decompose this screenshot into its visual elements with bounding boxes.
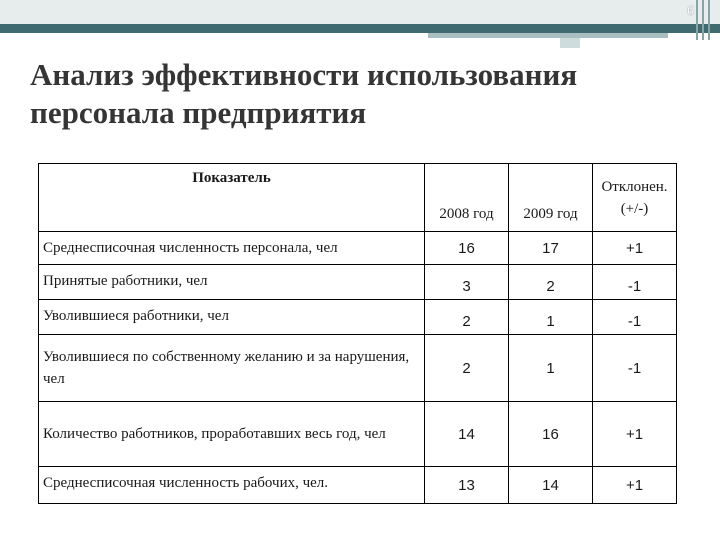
row-indicator: Среднесписочная численность рабочих, чел. <box>39 467 425 504</box>
row-indicator: Уволившиеся по собственному желанию и за нарушения, чел <box>39 335 425 402</box>
table-row <box>39 335 677 402</box>
row-2008-value: 2 <box>425 335 509 402</box>
row-2009-value: 1 <box>509 335 593 402</box>
row-deviation-value: +1 <box>593 402 677 467</box>
row-deviation-value: -1 <box>593 300 677 335</box>
row-indicator: Количество работников, проработавших весь год, чел <box>39 402 425 467</box>
table-row <box>39 402 677 467</box>
slide-title: Анализ эффективности использования персонала предприятия <box>30 57 578 130</box>
row-2009-value: 17 <box>509 232 593 265</box>
row-indicator: Уволившиеся работники, чел <box>39 300 425 335</box>
table-row <box>39 232 677 265</box>
row-2009-value: 14 <box>509 467 593 504</box>
row-2008-value: 14 <box>425 402 509 467</box>
row-2008-value: 2 <box>425 300 509 335</box>
top-decoration-band <box>0 24 720 33</box>
row-2009-value: 2 <box>509 265 593 300</box>
corner-decoration <box>694 0 720 40</box>
header-2008: 2008 год <box>425 164 509 232</box>
row-deviation-value: +1 <box>593 232 677 265</box>
table-header-row <box>39 164 677 232</box>
row-2009-value: 16 <box>509 402 593 467</box>
row-deviation-value: -1 <box>593 265 677 300</box>
table-row <box>39 467 677 504</box>
top-decoration-accent-small <box>560 38 580 48</box>
top-decoration-bar <box>0 0 720 24</box>
staff-analysis-table <box>38 163 677 504</box>
top-decoration-accent <box>428 33 668 38</box>
header-indicator: Показатель <box>39 164 425 232</box>
table-row <box>39 300 677 335</box>
row-deviation-value: -1 <box>593 335 677 402</box>
row-2008-value: 16 <box>425 232 509 265</box>
row-2008-value: 3 <box>425 265 509 300</box>
row-2008-value: 13 <box>425 467 509 504</box>
row-2009-value: 1 <box>509 300 593 335</box>
page-number: 6 <box>687 4 694 19</box>
table-row <box>39 265 677 300</box>
header-deviation: Отклонен. (+/-) <box>593 164 677 232</box>
row-indicator: Принятые работники, чел <box>39 265 425 300</box>
row-deviation-value: +1 <box>593 467 677 504</box>
header-2009: 2009 год <box>509 164 593 232</box>
row-indicator: Среднесписочная численность персонала, чел <box>39 232 425 265</box>
